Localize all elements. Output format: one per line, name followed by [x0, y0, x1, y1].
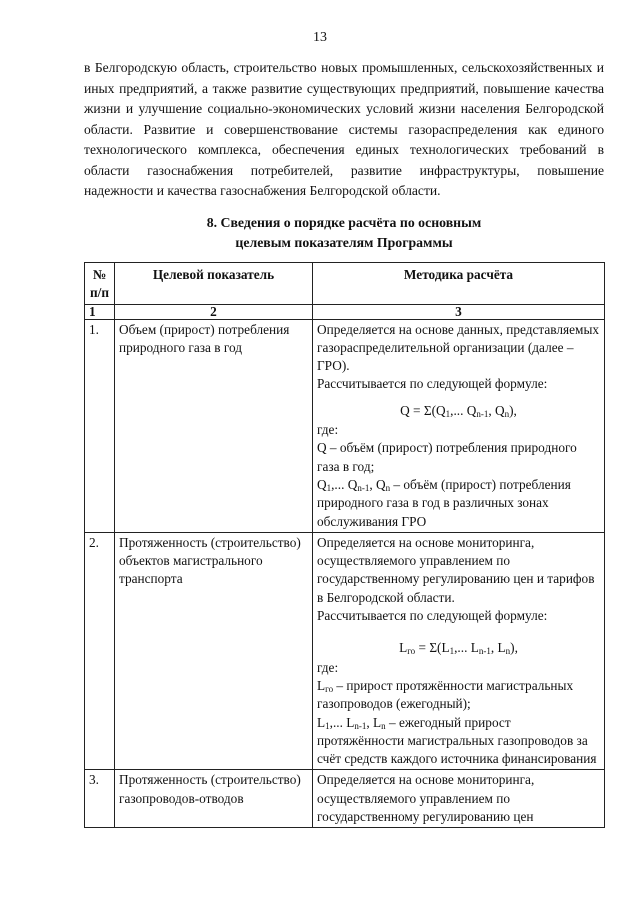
row-number: 3.: [85, 770, 115, 828]
row-indicator: Протяженность (строительство) газопроводов-отводов: [115, 770, 313, 828]
definition: $L_{го}$ – прирост протяжённости магистральных газопроводов (ежегодный);: [317, 677, 574, 712]
table-header-row: [85, 263, 605, 305]
column-numbers-row: [85, 304, 605, 319]
intro-paragraph: в Белгородскую область, строительство новых промышленных, сельскохозяйственных и иных предприятий, а также развитие существующих предприятий, повышение качества жизни и улучшение социально-экономических условий жизни населения Белгородской области. Развитие и совершенствование системы газораспределения как единого технологического комплекса, обеспечения единых технологических требований в области газоснабжения потребителей, развитие инфраструктуры, повышение надежности и качества газоснабжения Белгородской области.: [84, 60, 604, 198]
where-label: где:: [317, 659, 339, 675]
formula: $Q = \Sigma(Q_1$,... $Q_{n-1}$, $Q_n$),: [400, 402, 517, 419]
row-indicator: Протяженность (строительство) объектов магистрального транспорта: [115, 532, 313, 770]
method-text: Рассчитывается по следующей формуле:: [317, 608, 548, 624]
page-number: 13: [313, 30, 327, 45]
column-number: 3: [313, 304, 605, 319]
row-method: [313, 532, 605, 770]
method-text: Определяется на основе мониторинга, осуществляемого управлением по государственному регулированию цен и тарифов в Белгородской области.: [317, 534, 595, 605]
section-title-line-1: 8. Сведения о порядке расчёта по основным: [206, 215, 482, 230]
definition: Q – объём (прирост) потребления природного газа в год;: [317, 440, 577, 474]
formula: $L_{го} = \Sigma(L_1$,... $L_{n-1}$, $L_n$),: [399, 640, 518, 657]
row-method: [313, 319, 605, 532]
table-row: [85, 319, 605, 532]
header-method: Методика расчёта: [313, 263, 605, 305]
method-text: Рассчитывается по следующей формуле:: [317, 376, 548, 392]
definition: $Q_1$,... $Q_{n-1}$, $Q_n$ – объём (прирост) потребления природного газа в год в различных зонах обслуживания ГРО: [317, 476, 571, 529]
definition: $L_1$,... $L_{n-1}$, $L_n$ – ежегодный прирост протяжённости магистральных газопроводов за счёт средств каждого источника финансирования: [317, 714, 597, 767]
header-number: № п/п: [85, 263, 115, 305]
row-indicator: Объем (прирост) потребления природного газа в год: [115, 319, 313, 532]
row-number: 2.: [85, 532, 115, 770]
method-text: Определяется на основе данных, представляемых газораспределительной организации (далее – ГРО).: [317, 321, 600, 374]
row-number: 1.: [85, 319, 115, 532]
column-number: 1: [85, 304, 115, 319]
row-method: Определяется на основе мониторинга, осуществляемого управлением по государственному регулированию цен: [313, 770, 605, 828]
where-label: где:: [317, 422, 339, 438]
header-indicator: Целевой показатель: [115, 263, 313, 305]
calculation-table: [84, 262, 605, 828]
table-row: [85, 770, 605, 828]
column-number: 2: [115, 304, 313, 319]
section-title-line-2: целевым показателям Программы: [235, 235, 453, 250]
section-title: [84, 213, 604, 253]
table-row: [85, 532, 605, 770]
